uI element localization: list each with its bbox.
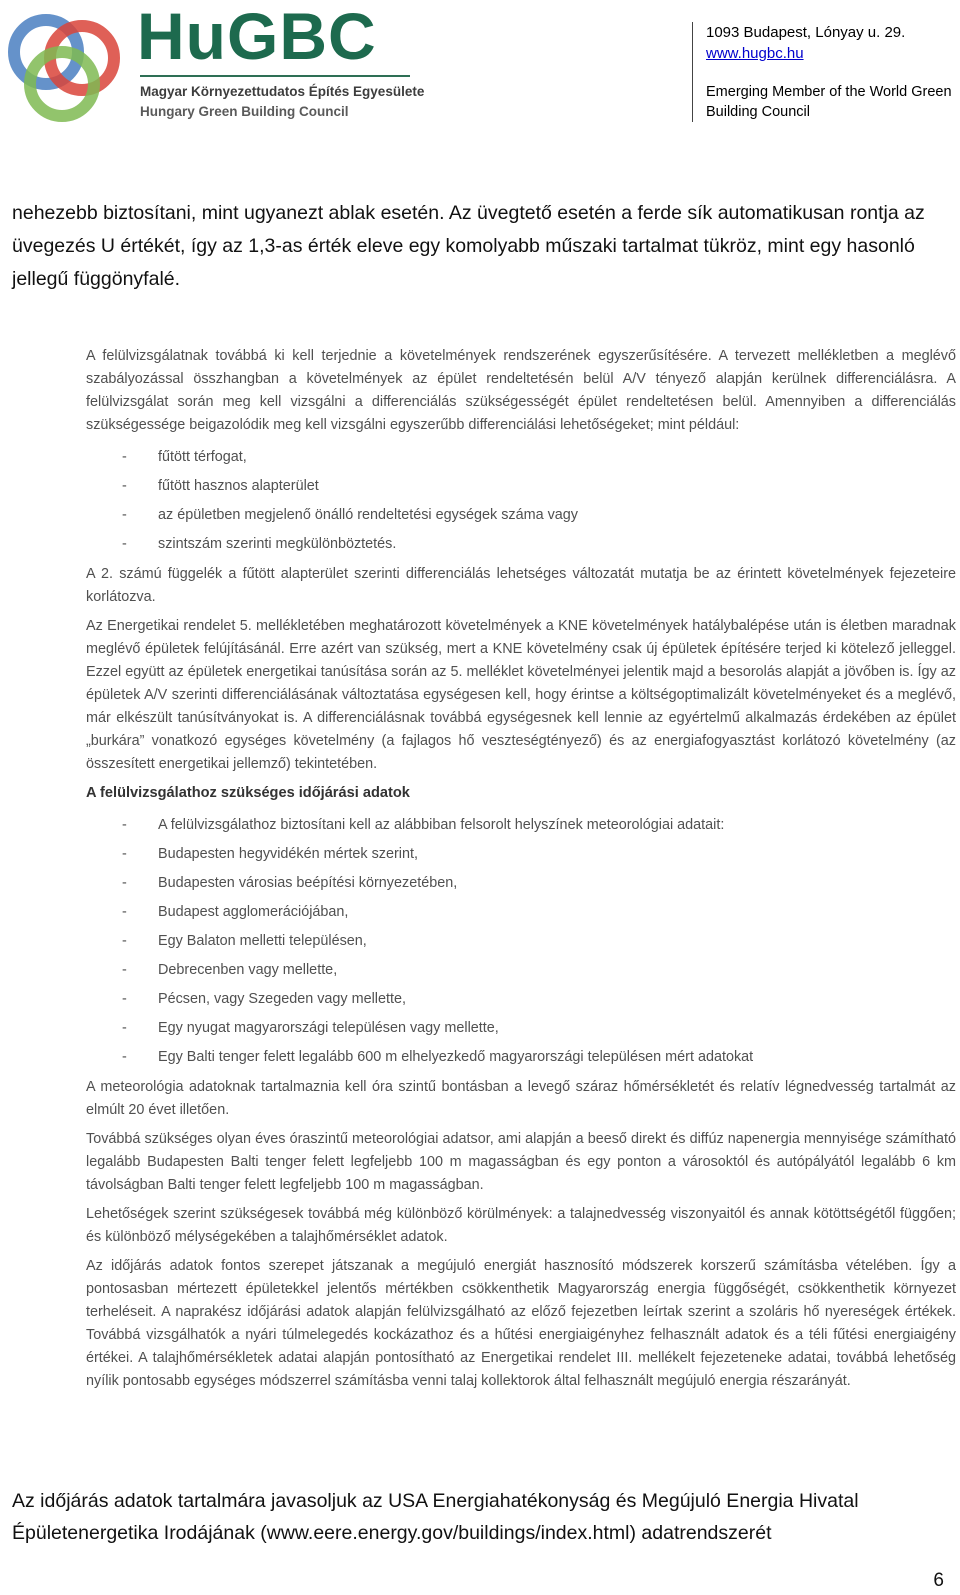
list-item: - Pécsen, vagy Szegeden vagy mellette, — [122, 991, 406, 1007]
list-item: - Budapest agglomerációjában, — [122, 904, 349, 920]
list-item: - Budapesten hegyvidékén mértek szerint, — [122, 846, 418, 862]
list-item: - A felülvizsgálathoz biztosítani kell az alábbiban felsorolt helyszínek meteorológiai adatait: — [122, 817, 725, 833]
paragraph-solar-data: Továbbá szükséges olyan éves óraszintű meteorológiai adatsor, ami alapján a beeső direkt és diffúz napenergia mennyisége számítható legalább Budapesten Balti tenger felett legfeljebb 100 m magasságban és egy ponton a városoktól és autópályától legalább 6 km távolságban Balti tenger felett legfeljebb 100 m magasságban. — [86, 1131, 956, 1193]
top-paragraph: nehezebb biztosítani, mint ugyanezt ablak esetén. Az üvegtető esetén a ferde sík automatikusan rontja az üvegezés U értékét, így az 1,3-as érték eleve egy komolyabb műszaki tartalmat tükröz, mint egy hasonló jellegű függönyfalé. — [12, 202, 925, 290]
paragraph-meteorology: A meteorológia adatoknak tartalmaznia kell óra szintű bontásban a levegő száraz hőmérsékletét és relatív légnedvesség tartalmát az elmúlt 20 évet illetően. — [86, 1079, 956, 1118]
weather-locations-list — [86, 811, 956, 1072]
paragraph-simplification: A felülvizsgálatnak továbbá ki kell terjednie a követelmények rendszerének egyszerűsítésére. A tervezett mellékletben a meglévő szabályozással összhangban a követelmények az épület rendeltetésén belül A/V tényező alapján kerülnek differenciálásra. A felülvizsgálat során meg kell vizsgálni a differenciálás szükségességét épület rendeltetésen belül. Amennyiben a differenciálás szükségessége beigazolódik meg kell vizsgálni egyszerűbb differenciálási lehetőségeket; mint például: — [86, 348, 956, 433]
list-item: - szintszám szerinti megkülönböztetés. — [122, 536, 397, 552]
paragraph-energy-decree: Az Energetikai rendelet 5. mellékletében meghatározott követelmények a KNE követelmények hatálybalépése után is életben maradnak meglévő épületek felújításánál. Erre azért van szükség, mert a KNE követelmény csak új épületek építésére terjed ki kötelező jelleggel. Ezzel együtt az épületek energetikai tanúsítása során az 5. melléklet követelményei jelentik majd a besorolás alapját a jövőben is. Így az épületek A/V szerinti differenciálásának változtatása egységesen kell, hogy érintse a költségoptimalizált követelményeket és a meglévő, már elkészült tanúsítványokat is. A differenciálásnak továbbá egységesnek kell lennie az egyértelmű alkalmazás érdekében az épület „burkára” vonatkozó egységes követelmény (a fajlagos hő veszteségtényező) és az energiafogyasztást korlátozó követelmény (az összesített energetikai jellemző) tekintetében. — [86, 618, 956, 772]
footer-note: Az időjárás adatok tartalmára javasoljuk az USA Energiahatékonyság és Megújuló Energia Hivatal Épületenergetika Irodájának (www.eere.energy.gov/buildings/index.html) adatrendszerét — [12, 1490, 859, 1544]
paragraph-appendix: A 2. számú függelék a fűtött alapterület szerinti differenciálás lehetséges változatát mutatja be az érintett követelmények fejezeteire korlátozva. — [86, 566, 956, 605]
website-link[interactable]: www.hugbc.hu — [706, 45, 804, 62]
hugbc-logo-icon — [4, 8, 126, 124]
contact-block — [706, 22, 905, 64]
list-item: - Egy nyugat magyarországi településen vagy mellette, — [122, 1020, 499, 1036]
page-number: 6 — [933, 1570, 944, 1591]
section-heading: A felülvizsgálathoz szükséges időjárási adatok — [86, 785, 410, 801]
header-divider — [692, 22, 693, 122]
page-header — [0, 0, 960, 140]
paragraph-soil-data: Lehetőségek szerint szükségesek továbbá még különböző körülmények: a talajnedvesség viszonyaitól és annak kötöttségétől függően; és különböző mélységekében a talajhőmérséklet adatok. — [86, 1206, 956, 1245]
logo-divider — [140, 75, 410, 77]
list-item: - fűtött térfogat, — [122, 449, 247, 465]
logo-subtitle-en: Hungary Green Building Council — [140, 104, 349, 119]
list-item: - Budapesten városias beépítési környezetében, — [122, 875, 458, 891]
address: 1093 Budapest, Lónyay u. 29. — [706, 24, 906, 41]
paragraph-weather-importance: Az időjárás adatok fontos szerepet játszanak a megújuló energiát hasznosító módszerek korszerű számításba vételében. Így a pontosasban mértezett épületekkel jelentős mértékben csökkenthetik Magyarország energia függőségét, csökkenthetik környezet terheléseit. A naprakész időjárási adatok alapján felülvizsgálható az előző fejezetben leírtak szerint a szoláris hő nyereségek értékek. Továbbá vizsgálhatók a nyári túlmelegedés kockázathoz és a hűtési energiaigényhez felhasznált adatok és a téli fűtési energiaigény értékei. A talajhőmérsékletek adatai alapján pontosítható az Energetikai rendelet III. mellékelt fejezeteneke adatai, továbbá lehetőség nyílik pontosabb egységes módszerrel számításba venni talaj kollektorok által felhasznált megújuló energia részarányát. — [86, 1258, 956, 1389]
list-item: - fűtött hasznos alapterület — [122, 478, 319, 494]
logo-subtitle-hu: Magyar Környezettudatos Építés Egyesülete — [140, 84, 425, 99]
main-content — [86, 345, 956, 1399]
list-item: - Egy Balti tenger felett legalább 600 m elhelyezkedő magyarországi településen mért adatokat — [122, 1049, 754, 1065]
differentiation-list — [86, 443, 956, 559]
list-item: - Debrecenben vagy mellette, — [122, 962, 338, 978]
member-text: Emerging Member of the World Green Building Council — [706, 84, 952, 120]
list-item: - Egy Balaton melletti településen, — [122, 933, 367, 949]
logo-name: HuGBC — [137, 0, 377, 73]
list-item: - az épületben megjelenő önálló rendeltetési egységek száma vagy — [122, 507, 578, 523]
